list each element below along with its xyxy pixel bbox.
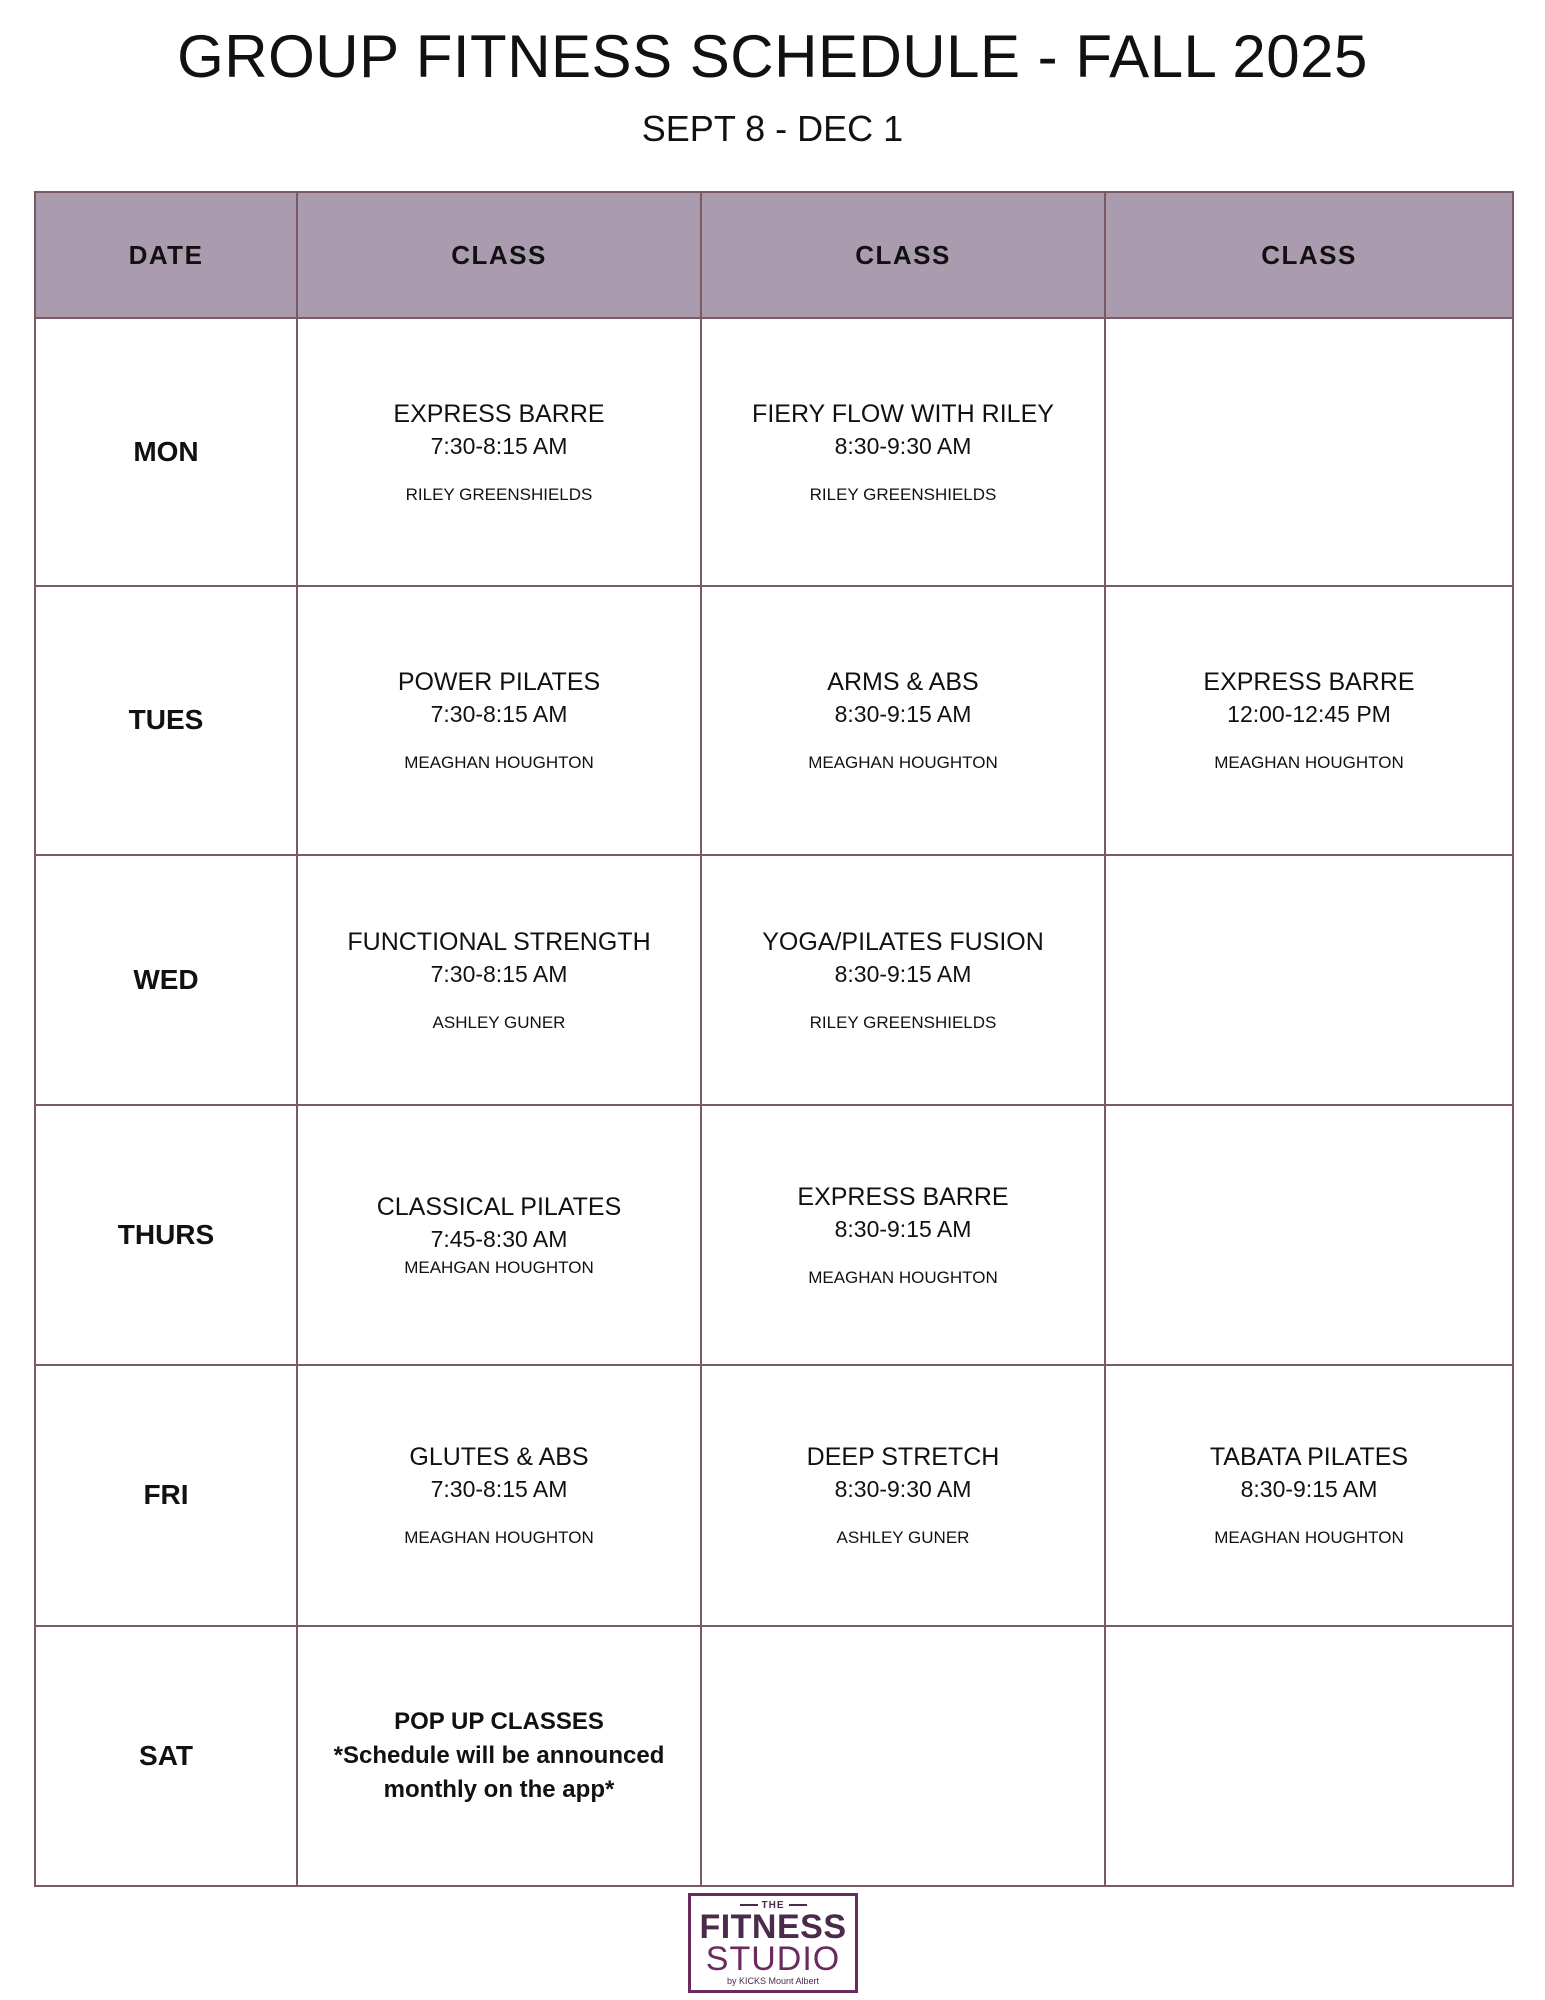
table-header-row <box>35 192 1513 318</box>
class-instructor: RILEY GREENSHIELDS <box>405 485 593 505</box>
class-cell <box>701 586 1105 854</box>
class-name: EXPRESS BARRE <box>393 400 605 429</box>
class-instructor: ASHLEY GUNER <box>432 1012 566 1032</box>
class-instructor: MEAGHAN HOUGHTON <box>1214 753 1404 773</box>
date-range: SEPT 8 - DEC 1 <box>641 108 904 149</box>
class-instructor: MEAGHAN HOUGHTON <box>1214 1528 1404 1548</box>
class-instructor: MEAGHAN HOUGHTON <box>808 1268 998 1288</box>
class-cell-empty <box>701 1626 1105 1886</box>
class-time: 7:45-8:30 AM <box>430 1226 568 1253</box>
schedule-table <box>34 191 1514 1887</box>
popup-cell <box>297 1626 701 1886</box>
class-time: 12:00-12:45 PM <box>1227 701 1391 728</box>
class-name: TABATA PILATES <box>1209 1443 1409 1472</box>
class-name: DEEP STRETCH <box>806 1443 1000 1472</box>
class-time: 8:30-9:30 AM <box>834 1476 972 1503</box>
class-cell-empty <box>1105 1626 1513 1886</box>
class-instructor: MEAGHAN HOUGHTON <box>808 753 998 773</box>
logo-fitness-text: FITNESS <box>699 1908 847 1946</box>
class-name: EXPRESS BARRE <box>1203 668 1415 697</box>
class-time: 7:30-8:15 AM <box>430 1476 568 1503</box>
class-cell <box>297 586 701 854</box>
class-cell <box>297 1105 701 1365</box>
class-cell <box>297 318 701 586</box>
day-label: SAT <box>35 1626 297 1886</box>
class-time: 7:30-8:15 AM <box>430 433 568 460</box>
class-cell-empty <box>1105 1105 1513 1365</box>
class-cell-empty <box>1105 855 1513 1105</box>
class-time: 8:30-9:30 AM <box>834 433 972 460</box>
dumbbell-icon <box>789 1904 807 1906</box>
class-name: FIERY FLOW WITH RILEY <box>752 400 1054 429</box>
class-cell <box>701 1105 1105 1365</box>
popup-note: *Schedule will be announced monthly on the app* <box>333 1741 665 1803</box>
class-time: 8:30-9:15 AM <box>834 1216 972 1243</box>
class-time: 8:30-9:15 AM <box>834 960 972 987</box>
class-cell <box>701 855 1105 1105</box>
class-instructor: RILEY GREENSHIELDS <box>809 1012 997 1032</box>
class-time: 7:30-8:15 AM <box>430 960 568 987</box>
class-cell-empty <box>1105 318 1513 586</box>
class-instructor: RILEY GREENSHIELDS <box>809 485 997 505</box>
table-row <box>35 318 1513 586</box>
class-cell <box>297 1365 701 1625</box>
column-header-class: CLASS <box>1105 192 1513 318</box>
class-name: GLUTES & ABS <box>409 1443 589 1472</box>
class-instructor: ASHLEY GUNER <box>836 1528 970 1548</box>
class-name: EXPRESS BARRE <box>797 1183 1009 1212</box>
logo-top-text: THE <box>761 1900 785 1911</box>
table-row <box>35 1626 1513 1886</box>
column-header-date: DATE <box>35 192 297 318</box>
table-row <box>35 586 1513 854</box>
class-name: POWER PILATES <box>397 668 601 697</box>
day-label: WED <box>35 855 297 1105</box>
table-row <box>35 855 1513 1105</box>
day-label: MON <box>35 318 297 586</box>
column-header-class: CLASS <box>701 192 1105 318</box>
dumbbell-icon <box>740 1904 758 1906</box>
class-instructor: MEAGHAN HOUGHTON <box>404 753 594 773</box>
class-name: CLASSICAL PILATES <box>376 1193 622 1222</box>
page-title: GROUP FITNESS SCHEDULE - FALL 2025 <box>177 23 1368 90</box>
class-cell <box>701 318 1105 586</box>
table-row <box>35 1105 1513 1365</box>
day-label: FRI <box>35 1365 297 1625</box>
class-instructor: MEAGHAN HOUGHTON <box>404 1528 594 1548</box>
class-cell <box>297 855 701 1105</box>
class-time: 7:30-8:15 AM <box>430 701 568 728</box>
class-cell <box>1105 1365 1513 1625</box>
logo-studio-text: STUDIO <box>705 1940 841 1978</box>
class-time: 8:30-9:15 AM <box>1240 1476 1378 1503</box>
logo-byline: by KICKS Mount Albert <box>726 1976 820 1986</box>
table-row <box>35 1365 1513 1625</box>
day-label: TUES <box>35 586 297 854</box>
studio-logo <box>688 1893 858 1993</box>
class-name: ARMS & ABS <box>827 668 979 697</box>
class-time: 8:30-9:15 AM <box>834 701 972 728</box>
class-name: YOGA/PILATES FUSION <box>762 927 1044 956</box>
popup-title: POP UP CLASSES <box>394 1707 604 1735</box>
class-name: FUNCTIONAL STRENGTH <box>347 927 651 956</box>
class-cell <box>1105 586 1513 854</box>
column-header-class: CLASS <box>297 192 701 318</box>
day-label: THURS <box>35 1105 297 1365</box>
class-instructor: MEAHGAN HOUGHTON <box>404 1258 594 1278</box>
class-cell <box>701 1365 1105 1625</box>
